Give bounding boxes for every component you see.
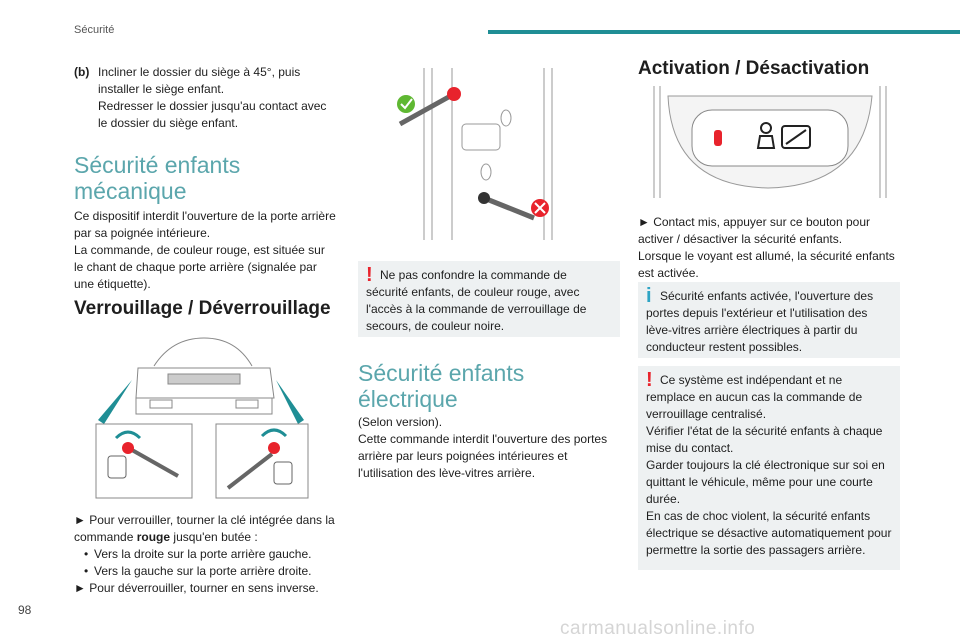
warning-text-2: Vérifier l'état de la sécurité enfants à chaque mise du contact.	[646, 424, 883, 455]
warning-text-3: Garder toujours la clé électronique sur soi en quittant le véhicule, même pour une courte durée.	[646, 458, 885, 506]
step-b-text-2: Redresser le dossier jusqu'au contact avec le dossier du siège enfant.	[98, 99, 327, 130]
step-label: (b)	[74, 65, 90, 79]
status-led	[714, 130, 722, 146]
warning-note-2: ! Ce système est indépendant et ne remplace en aucun cas la commande de verrouillage centralisé. Vérifier l'état de la sécurité enfants à chaque mise du contact. Garder toujours la clé électronique sur soi en quittant le véhicule, même pour une courte durée. En cas de choc violent, la sécurité enfants électrique se désactive automatiquement pour permettre la sortie des passagers arrière.	[638, 366, 900, 570]
unlock-instruction: ► Pour déverrouiller, tourner en sens inverse.	[74, 581, 319, 595]
door-edge-illustration	[384, 68, 564, 240]
lock-instruction: ► Pour verrouiller, tourner la clé intégrée dans la commande rouge jusqu'en butée :	[74, 513, 335, 544]
list-item: • Vers la gauche sur la porte arrière droite.	[84, 563, 336, 580]
info-note: i Sécurité enfants activée, l'ouverture des portes depuis l'extérieur et l'utilisation des lève-vitres arrière électriques à partir du conducteur restent possibles.	[638, 282, 900, 358]
black-emergency-lock-knob	[478, 192, 490, 204]
activation-text-2: Lorsque le voyant est allumé, la sécurité enfants est activée.	[638, 249, 895, 280]
lock-direction-list	[84, 546, 336, 580]
activation-description	[638, 214, 900, 282]
mechanical-text-2: La commande, de couleur rouge, est située sur le chant de chaque porte arrière (signalée par une étiquette).	[74, 243, 325, 291]
door-frame-drawing	[424, 68, 552, 240]
red-child-lock-knob	[447, 87, 461, 101]
header-accent-bar	[488, 30, 960, 34]
step-b-text-1: Incliner le dossier du siège à 45°, puis installer le siège enfant.	[98, 65, 301, 96]
activation-heading: Activation / Désactivation	[638, 58, 870, 79]
watermark: carmanualsonline.info	[560, 618, 756, 639]
warning-note: ! Ne pas confondre la commande de sécurité enfants, de couleur rouge, avec l'accès à la commande de verrouillage de secours, de couleur noire.	[358, 261, 620, 337]
car-rear-lock-illustration	[92, 328, 310, 500]
electric-text-1: (Selon version).	[358, 415, 443, 429]
right-pointer-arrow	[276, 380, 304, 424]
activation-text-1: ► Contact mis, appuyer sur ce bouton pour activer / désactiver la sécurité enfants.	[638, 215, 870, 246]
child-lock-button-illustration	[648, 86, 892, 198]
section-title: Sécurité	[74, 24, 115, 36]
warning-icon: !	[366, 264, 373, 286]
electric-text-2: Cette commande interdit l'ouverture des portes arrière par leurs poignées intérieures et l'utilisation des lève-vitres arrière.	[358, 432, 608, 480]
car-rear-drawing	[136, 338, 274, 414]
electric-section-title: Sécurité enfants électrique	[358, 360, 525, 412]
warning-icon: !	[646, 369, 653, 391]
left-pointer-arrow	[98, 380, 132, 424]
info-icon: i	[646, 285, 652, 307]
warning-text-4: En cas de choc violent, la sécurité enfants électrique se désactive automatiquement pour permettre la sortie des passagers arrière.	[646, 509, 892, 557]
step-b	[74, 64, 336, 132]
electric-description	[358, 414, 620, 482]
list-item: • Vers la droite sur la porte arrière gauche.	[84, 546, 336, 563]
mechanical-description	[74, 208, 336, 293]
red-child-lock-knob	[122, 442, 134, 454]
lock-instructions	[74, 512, 336, 597]
lock-unlock-heading: Verrouillage / Déverrouillage	[74, 298, 331, 319]
red-child-lock-knob	[268, 442, 280, 454]
mechanical-text-1: Ce dispositif interdit l'ouverture de la porte arrière par sa poignée intérieure.	[74, 209, 336, 240]
check-icon	[397, 95, 415, 113]
mechanical-section-title: Sécurité enfants mécanique	[74, 152, 241, 204]
page-number: 98	[18, 603, 32, 617]
